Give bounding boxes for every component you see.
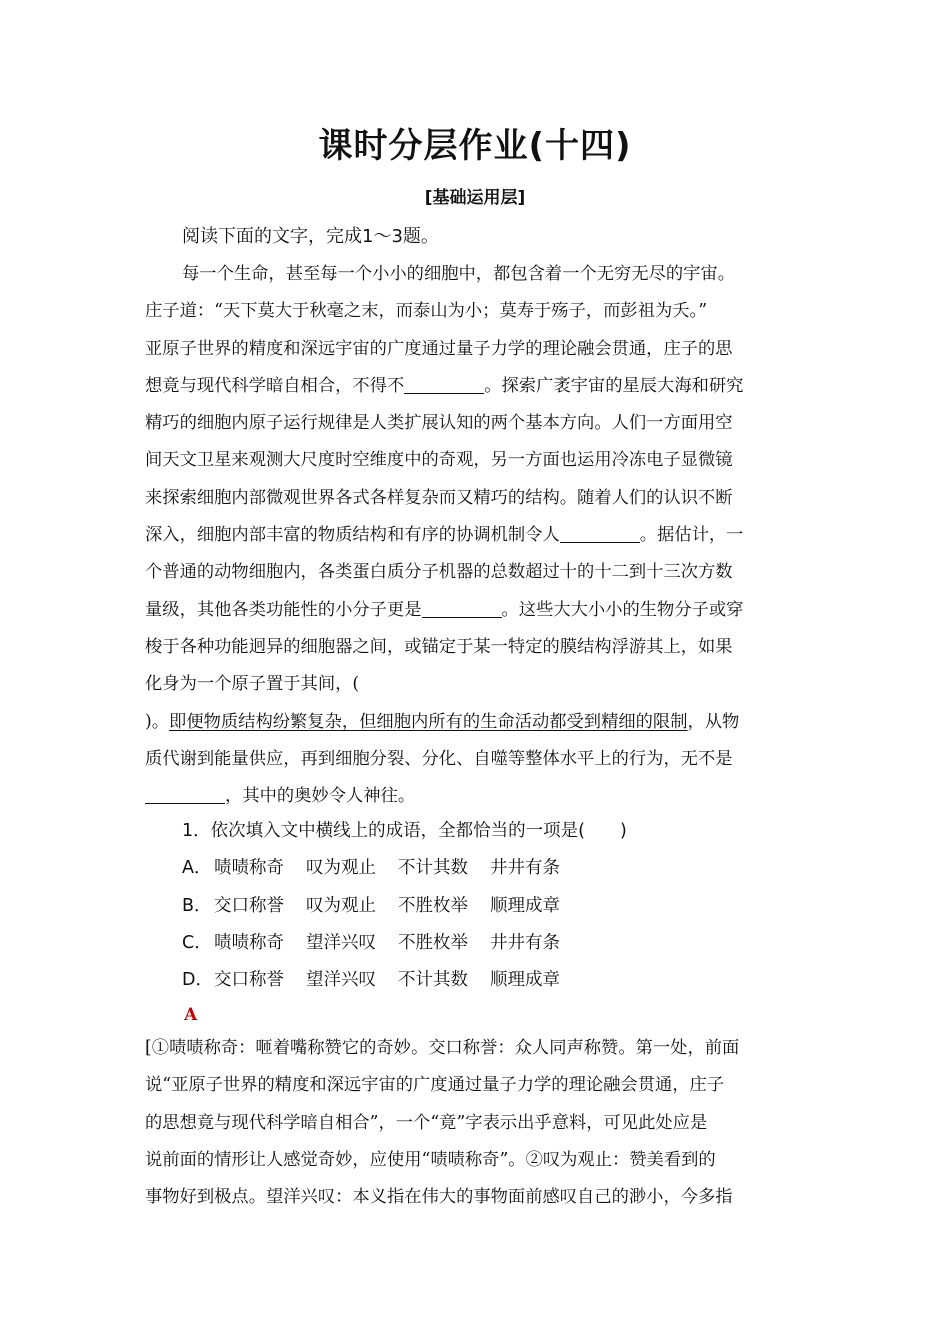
option-idiom: 望洋兴叹: [306, 970, 376, 991]
passage-line: 质代谢到能量供应，再到细胞分裂、分化、自噬等整体水平上的行为，无不是: [145, 748, 733, 769]
explanation-line: 说“亚原子世界的精度和深远宇宙的广度通过量子力学的理论融会贯通，庄子: [145, 1075, 725, 1096]
passage-line: [145, 592, 805, 629]
question-1: [182, 813, 627, 999]
fill-in-blank-3: [422, 599, 502, 618]
option-idiom: 井井有条: [490, 932, 560, 953]
passage-line: 化身为一个原子置于其间，(: [145, 674, 360, 695]
option-letter: D．: [182, 970, 213, 991]
question-stem: 1．依次填入文中横线上的成语，全都恰当的一项是( ): [182, 821, 627, 841]
option-a: [182, 850, 627, 887]
option-b: [182, 888, 627, 925]
option-idiom: 顺理成章: [490, 970, 560, 991]
option-idiom: 不胜枚举: [398, 895, 468, 916]
passage-line: 精巧的细胞内原子运行规律是人类扩展认知的两个基本方向。人们一方面用空: [145, 413, 733, 434]
passage-text: 深入，细胞内部丰富的物质结构和有序的协调机制令人: [145, 525, 560, 546]
passage-line: [145, 517, 805, 554]
option-idiom: 叹为观止: [306, 895, 376, 916]
option-letter: B．: [182, 895, 212, 916]
option-letter: A．: [182, 858, 212, 879]
passage-line: 个普通的动物细胞内，各类蛋白质分子机器的总数超过十的十二到十三次方数: [145, 562, 733, 583]
reading-passage: [145, 256, 805, 815]
option-c: [182, 925, 627, 962]
explanation-line: 说前面的情形让人感觉奇妙，应使用“啧啧称奇”。②叹为观止：赞美看到的: [145, 1149, 716, 1170]
section-label: [基础运用层]: [424, 188, 526, 208]
option-idiom: 不计其数: [398, 858, 468, 879]
passage-line: [145, 704, 805, 741]
option-idiom: 啧啧称奇: [214, 932, 284, 953]
answer-key: A: [184, 1005, 198, 1025]
option-idiom: 顺理成章: [490, 895, 560, 916]
option-idiom: 井井有条: [490, 858, 560, 879]
passage-line: [145, 368, 805, 405]
passage-line: 间天文卫星来观测大尺度时空维度中的奇观，另一方面也运用冷冻电子显微镜: [145, 450, 733, 471]
fill-in-blank-1: [404, 375, 484, 394]
fill-in-blank-2: [560, 524, 640, 543]
passage-text: ，其中的奥妙令人神往。: [225, 786, 416, 807]
passage-text: )。: [145, 711, 170, 732]
passage-line: [145, 778, 805, 815]
option-idiom: 啧啧称奇: [214, 858, 284, 879]
explanation-line: 的思想竟与现代科学暗自相合”，一个“竟”字表示出乎意料，可见此处应是: [145, 1112, 708, 1133]
answer-explanation: [145, 1030, 805, 1216]
passage-line: 庄子道：“天下莫大于秋毫之末，而泰山为小；莫寿于殇子，而彭祖为夭。”: [145, 301, 708, 322]
page-title: 课时分层作业(十四): [318, 126, 632, 166]
passage-line: 梭于各种功能迥异的细胞器之间，或锚定于某一特定的膜结构浮游其上，如果: [145, 636, 733, 657]
fill-in-blank-4: [145, 785, 225, 804]
passage-text: 。据估计，一: [639, 525, 744, 546]
passage-text: 。这些大大小小的生物分子或穿: [501, 599, 744, 620]
passage-line: 来探索细胞内部微观世界各式各样复杂而又精巧的结构。随着人们的认识不断: [145, 487, 733, 508]
passage-text: 量级，其他各类功能性的小分子更是: [145, 599, 422, 620]
option-idiom: 不胜枚举: [398, 932, 468, 953]
reading-instruction: 阅读下面的文字，完成1～3题。: [182, 226, 439, 247]
passage-text: 想竟与现代科学暗自相合，不得不: [145, 375, 405, 396]
underlined-sentence: 即便物质结构纷繁复杂，但细胞内所有的生命活动都受到精细的限制: [169, 711, 688, 732]
passage-text: 。探索广袤宇宙的星辰大海和研究: [484, 375, 744, 396]
option-idiom: 交口称誉: [214, 970, 284, 991]
option-idiom: 望洋兴叹: [306, 932, 376, 953]
option-idiom: 叹为观止: [306, 858, 376, 879]
option-idiom: 不计其数: [398, 970, 468, 991]
option-d: [182, 962, 627, 999]
option-idiom: 交口称誉: [214, 895, 284, 916]
explanation-line: 事物好到极点。望洋兴叹：本义指在伟大的事物面前感叹自己的渺小，今多指: [145, 1187, 733, 1208]
passage-line: 亚原子世界的精度和深远宇宙的广度通过量子力学的理论融会贯通，庄子的思: [145, 338, 733, 359]
passage-text: ，从物: [687, 711, 740, 732]
explanation-line: [①啧啧称奇：咂着嘴称赞它的奇妙。交口称誉：众人同声称赞。第一处，前面: [145, 1038, 740, 1058]
passage-line: 每一个生命，甚至每一个小小的细胞中，都包含着一个无穷无尽的宇宙。: [182, 264, 736, 284]
option-letter: C．: [182, 932, 212, 953]
